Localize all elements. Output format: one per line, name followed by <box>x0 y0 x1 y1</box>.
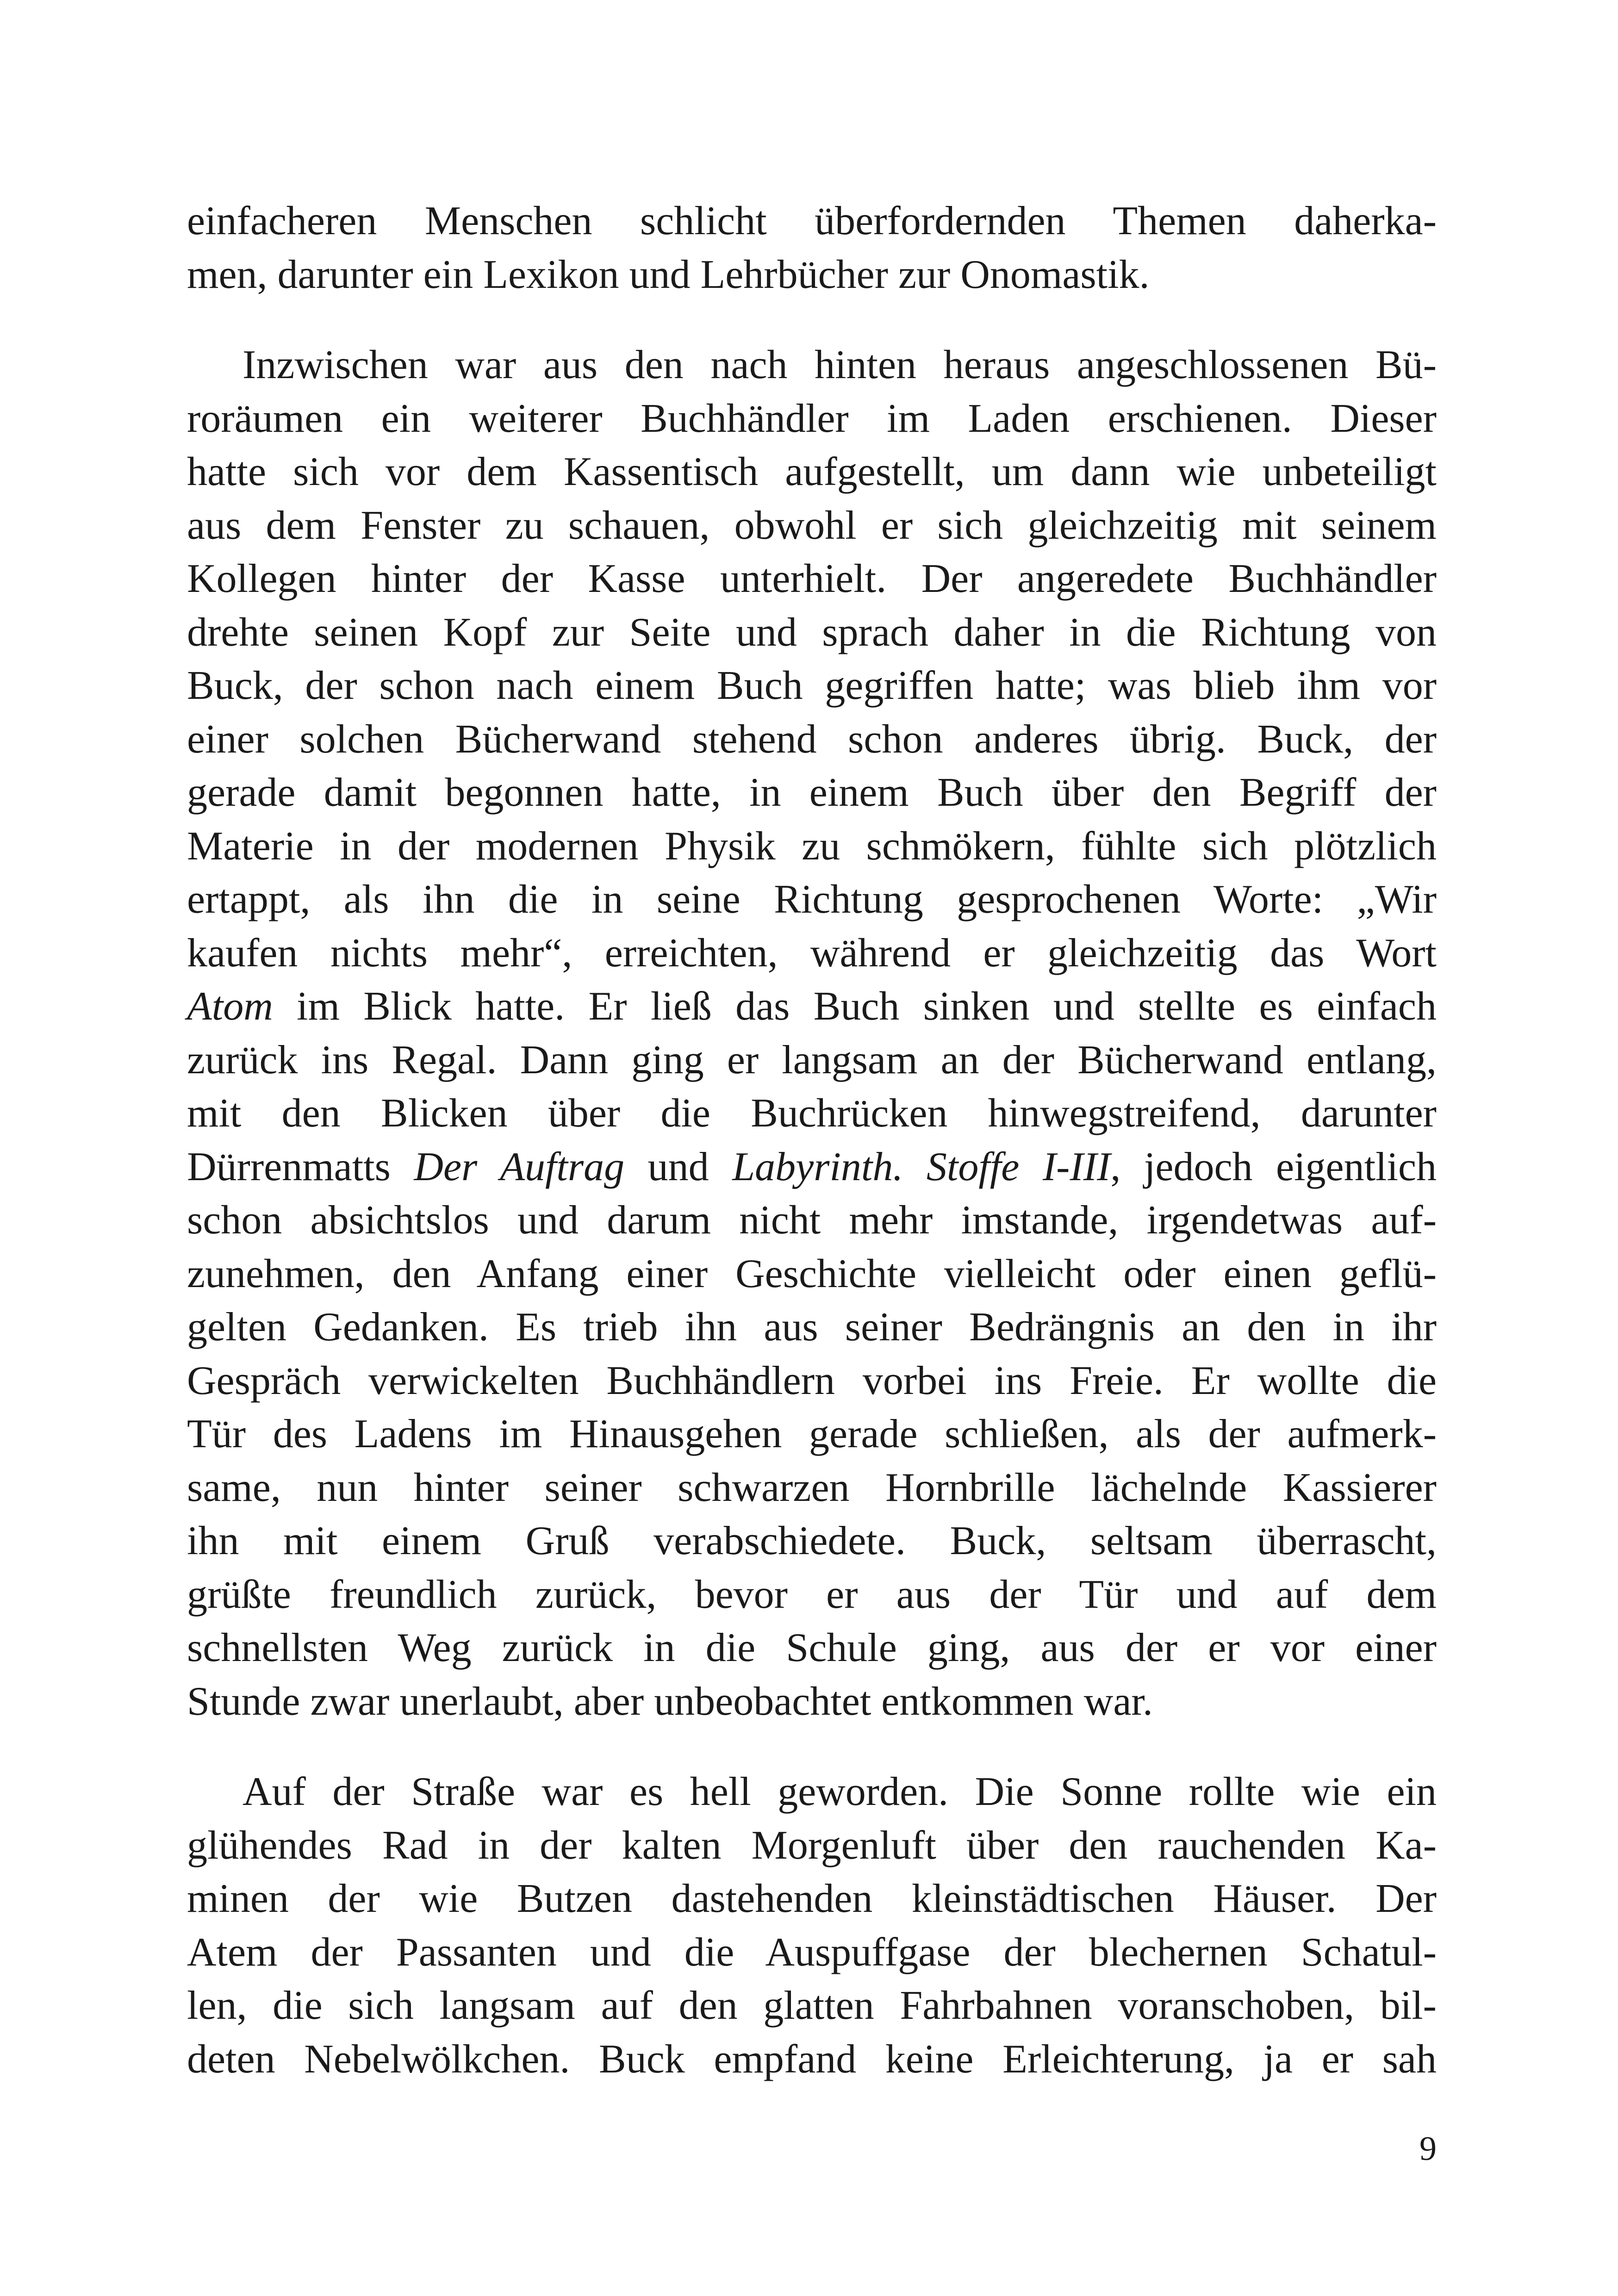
body-text <box>187 194 1437 2086</box>
text-line: Stunde zwar unerlaubt, aber unbeobachtet entkommen war. <box>187 1679 1153 1724</box>
text-line: same, nun hinter seiner schwarzen Hornbrille lächelnde Kassierer <box>187 1465 1437 1510</box>
text-line: Gespräch verwickelten Buchhändlern vorbei ins Freie. Er wollte die <box>187 1358 1437 1403</box>
text-line: Kollegen hinter der Kasse unterhielt. Der angeredete Buchhändler <box>187 556 1437 601</box>
text-line: ihn mit einem Gruß verabschiedete. Buck, seltsam überrascht, <box>187 1518 1437 1563</box>
text-line: minen der wie Butzen dastehenden kleinstädtischen Häuser. Der <box>187 1876 1437 1921</box>
text-line: men, darunter ein Lexikon und Lehrbücher zur Onomastik. <box>187 252 1150 297</box>
text-line: ertappt, als ihn die in seine Richtung gesprochenen Worte: „Wir <box>187 877 1437 922</box>
text-line: Inzwischen war aus den nach hinten heraus angeschlossenen Bü- <box>243 342 1437 387</box>
text-line: schon absichtslos und darum nicht mehr imstande, irgendetwas auf- <box>187 1198 1437 1243</box>
text-line-atom: Atom im Blick hatte. Er ließ das Buch sinken und stellte es einfach <box>187 984 1437 1029</box>
text-line: hatte sich vor dem Kassentisch aufgestellt, um dann wie unbeteiligt <box>187 449 1437 494</box>
text-line-titles: Dürrenmatts Der Auftrag und Labyrinth. Stoffe I-III, jedoch eigentlich <box>187 1144 1437 1189</box>
text-line: grüßte freundlich zurück, bevor er aus der Tür und auf dem <box>187 1572 1437 1617</box>
text-line: Atem der Passanten und die Auspuffgase der blechernen Schatul- <box>187 1929 1437 1975</box>
text-line: roräumen ein weiterer Buchhändler im Laden erschienen. Dieser <box>187 396 1437 441</box>
text-line: schnellsten Weg zurück in die Schule ging, aus der er vor einer <box>187 1625 1437 1670</box>
text-line: gerade damit begonnen hatte, in einem Buch über den Begriff der <box>187 770 1437 815</box>
paragraph-1 <box>187 194 1437 301</box>
text-line: gelten Gedanken. Es trieb ihn aus seiner Bedrängnis an den in ihr <box>187 1305 1437 1350</box>
paragraph-2 <box>187 338 1437 1728</box>
text-line: Materie in der modernen Physik zu schmökern, fühlte sich plötzlich <box>187 823 1437 869</box>
text-line: Buck, der schon nach einem Buch gegriffen hatte; was blieb ihm vor <box>187 663 1437 708</box>
text-line: kaufen nichts mehr“, erreichten, während er gleichzeitig das Wort <box>187 930 1437 976</box>
text-line: zunehmen, den Anfang einer Geschichte vielleicht oder einen geflü- <box>187 1251 1437 1296</box>
text-line: glühendes Rad in der kalten Morgenluft über den rauchenden Ka- <box>187 1823 1437 1868</box>
text-line: Tür des Ladens im Hinausgehen gerade schließen, als der aufmerk- <box>187 1412 1437 1456</box>
text-line: aus dem Fenster zu schauen, obwohl er sich gleichzeitig mit seinem <box>187 503 1437 548</box>
paragraph-3 <box>187 1765 1437 2086</box>
text-line: drehte seinen Kopf zur Seite und sprach daher in die Richtung von <box>187 610 1437 655</box>
text-line: len, die sich langsam auf den glatten Fahrbahnen voranschoben, bil- <box>187 1983 1437 2028</box>
text-line: mit den Blicken über die Buchrücken hinwegstreifend, darunter <box>187 1091 1437 1136</box>
text-line: einer solchen Bücherwand stehend schon anderes übrig. Buck, der <box>187 716 1437 762</box>
text-line: deten Nebelwölkchen. Buck empfand keine Erleichterung, ja er sah <box>187 2036 1437 2082</box>
text-line: zurück ins Regal. Dann ging er langsam an der Bücherwand entlang, <box>187 1037 1437 1083</box>
page-number: 9 <box>1419 2130 1437 2168</box>
text-line: Auf der Straße war es hell geworden. Die Sonne rollte wie ein <box>243 1769 1437 1814</box>
text-line: einfacheren Menschen schlicht überfordernden Themen daherka- <box>187 199 1437 243</box>
